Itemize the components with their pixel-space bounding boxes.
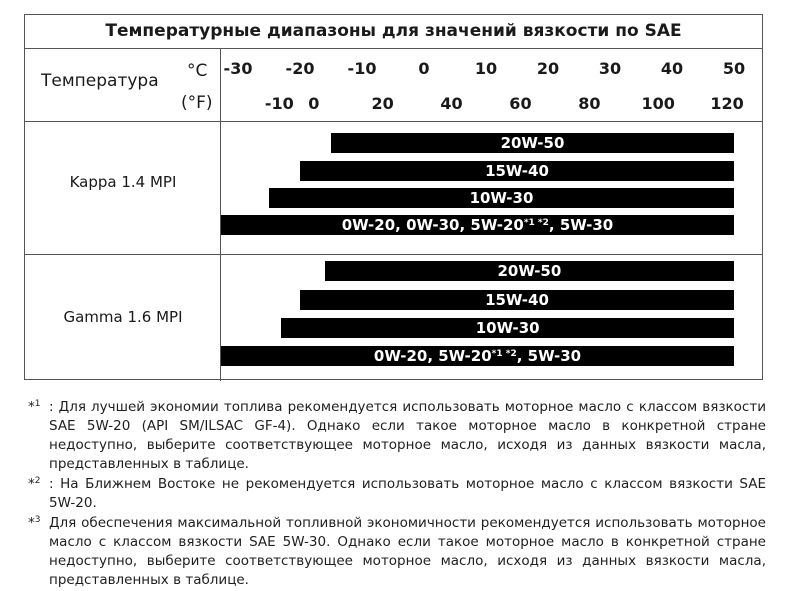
viscosity-grade: 20W-50: [497, 262, 562, 280]
footnote-text-3: Для обеспечения максимальной топливной экономичности рекомендуется использовать моторное масло с классом вязкости SAE 5W-30. Однако если такое моторное масло в конкретной стране недоступно, выберите соответствующее моторное масло, исходя из данных вязкости масла, представленных в таблице.: [49, 515, 766, 588]
viscosity-bar: [325, 261, 734, 281]
celsius-tick: -20: [285, 59, 315, 78]
footnote-2: *$^2$ : На Ближнем Востоке не рекомендуется использовать моторное масло с классом вязкости SAE 5W-20.: [28, 476, 766, 511]
footnote-text-2: : На Ближнем Востоке не рекомендуется использовать моторное масло с классом вязкости SAE 5W-20.: [49, 476, 766, 511]
divider: [25, 254, 762, 255]
fahrenheit-tick: 60: [509, 94, 532, 113]
fahrenheit-tick: 40: [440, 94, 463, 113]
fahrenheit-tick: 0: [308, 94, 320, 113]
celsius-tick: 50: [722, 59, 746, 78]
celsius-tick: 40: [660, 59, 684, 78]
fahrenheit-tick: 80: [578, 94, 601, 113]
celsius-tick: -10: [347, 59, 377, 78]
table-title: Температурные диапазоны для значений вязкости по SAE: [105, 21, 682, 41]
viscosity-grade: 15W-40: [485, 291, 549, 309]
viscosity-bar: [281, 318, 734, 338]
celsius-tick: 10: [474, 59, 498, 78]
viscosity-grades: 0W-20, 5W-20: [373, 347, 492, 365]
divider: [25, 121, 762, 122]
viscosity-grade: 10W-30: [475, 319, 540, 337]
celsius-unit: °C: [187, 61, 208, 81]
fahrenheit-tick: 100: [641, 94, 675, 113]
footnotes: [28, 398, 766, 591]
temperature-label: Температура: [41, 71, 159, 91]
viscosity-bar: [269, 188, 734, 208]
footnote-mark-3: *: [28, 515, 35, 531]
viscosity-bar: [331, 133, 734, 153]
viscosity-bar: [221, 215, 734, 235]
celsius-tick: 30: [598, 59, 622, 78]
viscosity-grades-suffix: , 5W-30: [516, 347, 582, 365]
viscosity-bar: [300, 290, 734, 310]
viscosity-grade: 15W-40: [485, 162, 549, 180]
viscosity-grade: 10W-30: [469, 189, 534, 207]
divider: [25, 48, 762, 49]
footnote-mark-2: *: [28, 476, 35, 492]
footnote-1: *$^1$ : Для лучшей экономии топлива рекомендуется использовать моторное масло с классом вязкости SAE 5W-20 (API SM/ILSAC GF-4). Однако если такое моторное масло в конкретной стране недоступно, выберите соответствующее моторное масло, исходя из данных вязкости масла, представленных в таблице.: [28, 399, 766, 472]
viscosity-footnote-ref: *1 *2: [491, 349, 517, 359]
viscosity-footnote-ref: *1 *2: [523, 218, 549, 228]
engine-gamma-label: Gamma 1.6 MPI: [63, 308, 183, 326]
fahrenheit-tick: -10: [264, 94, 294, 113]
fahrenheit-tick: 120: [710, 94, 744, 113]
viscosity-bar: [300, 161, 734, 181]
viscosity-grades-suffix: , 5W-30: [548, 216, 614, 234]
celsius-tick: 0: [418, 59, 430, 78]
viscosity-grades: 0W-20, 0W-30, 5W-20: [341, 216, 524, 234]
viscosity-table: [24, 14, 763, 380]
viscosity-bar: [221, 346, 734, 366]
fahrenheit-unit: (°F): [181, 93, 213, 113]
footnote-mark-1: *: [28, 399, 35, 415]
fahrenheit-tick: 20: [371, 94, 394, 113]
engine-kappa-label: Kappa 1.4 MPI: [69, 173, 177, 191]
footnote-text-1: : Для лучшей экономии топлива рекомендуется использовать моторное масло с классом вязкости SAE 5W-20 (API SM/ILSAC GF-4). Однако если такое моторное масло в конкретной стране недоступно, выберите соответствующее моторное масло, исходя из данных вязкости масла, представленных в таблице.: [49, 399, 766, 472]
celsius-tick: -30: [223, 59, 253, 78]
footnote-3: *$^3$ Для обеспечения максимальной топливной экономичности рекомендуется использовать моторное масло с классом вязкости SAE 5W-30. Однако если такое моторное масло в конкретной стране недоступно, выберите соответствующее моторное масло, исходя из данных вязкости масла, представленных в таблице.: [28, 515, 766, 588]
viscosity-grade: 20W-50: [500, 134, 565, 152]
celsius-tick: 20: [536, 59, 560, 78]
